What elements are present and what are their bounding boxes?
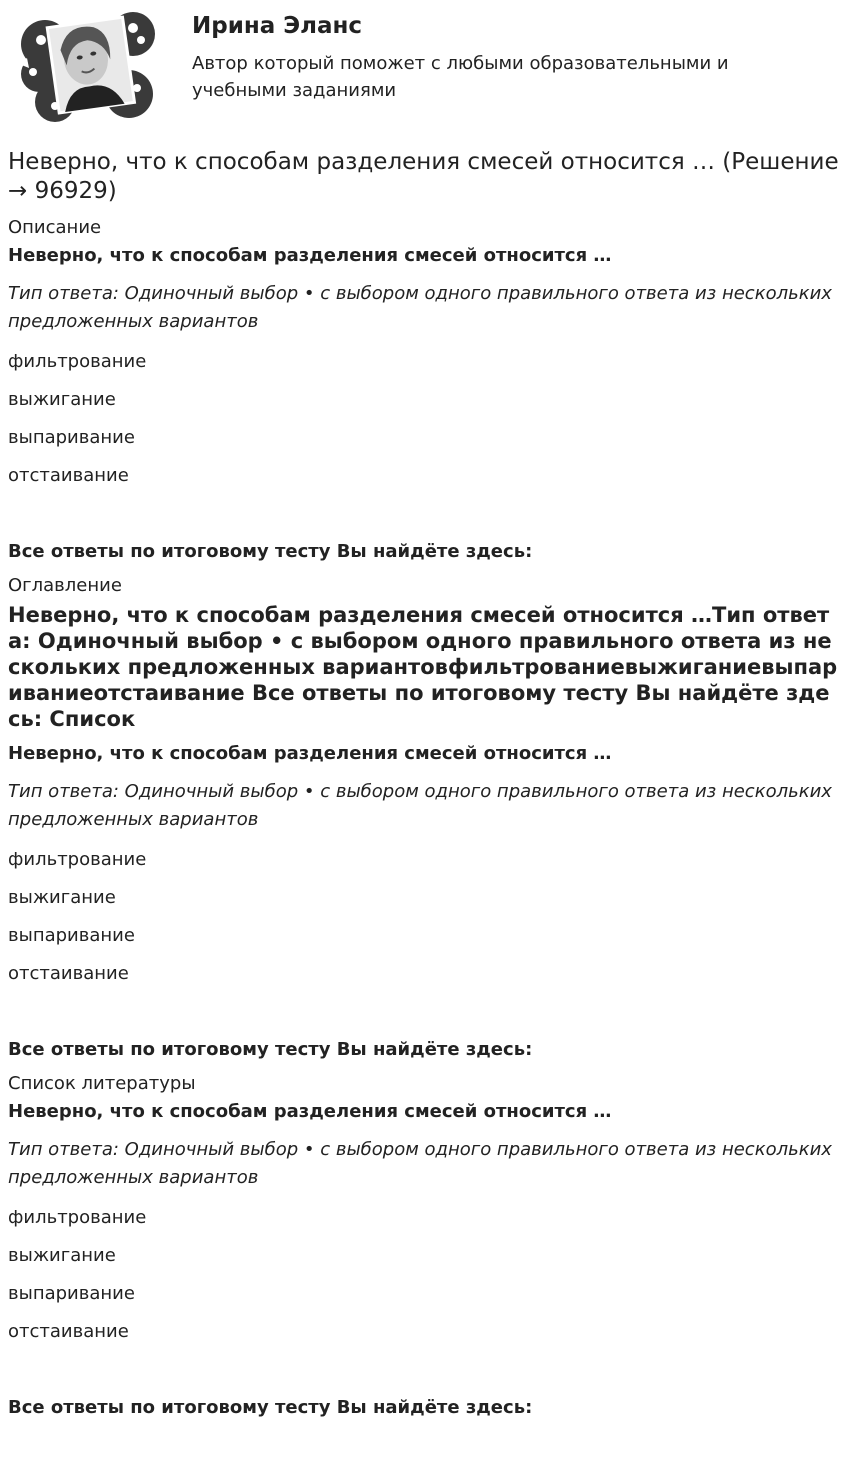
author-name[interactable]: Ирина Эланс xyxy=(192,13,363,39)
question-type: Тип ответа: Одиночный выбор • с выбором одного правильного ответа из нескольких предложенных вариантов xyxy=(8,283,832,332)
description-section xyxy=(8,216,839,564)
author-avatar[interactable] xyxy=(15,6,159,126)
answer-option: фильтрование xyxy=(8,849,147,870)
question-type: Тип ответа: Одиночный выбор • с выбором одного правильного ответа из нескольких предложенных вариантов xyxy=(8,1139,832,1188)
author-header xyxy=(8,0,839,128)
toc-label: Оглавление xyxy=(8,575,122,596)
all-answers-note: Все ответы по итоговому тесту Вы найдёте здесь: xyxy=(8,1397,533,1418)
literature-section xyxy=(8,1072,839,1420)
answer-option: фильтрование xyxy=(8,351,147,372)
literature-label: Список литературы xyxy=(8,1073,196,1094)
answer-option: выжигание xyxy=(8,1245,116,1266)
answer-option: выжигание xyxy=(8,887,116,908)
toc-heading: Неверно, что к способам разделения смесей относится …Тип ответа: Одиночный выбор • с выбором одного правильного ответа из нескольких предложенных вариантовфильтрованиевыжиганиевыпариваниеотстаивание Все ответы по итоговому тесту Вы найдёте здесь: Список xyxy=(8,603,838,731)
answer-option: фильтрование xyxy=(8,1207,147,1228)
answer-option: выпаривание xyxy=(8,1283,135,1304)
all-answers-note: Все ответы по итоговому тесту Вы найдёте здесь: xyxy=(8,541,533,562)
toc-section xyxy=(8,574,839,1062)
answer-option: отстаивание xyxy=(8,963,129,984)
page-title: Неверно, что к способам разделения смесей относится … (Решение → 96929) xyxy=(8,149,839,204)
question-text: Неверно, что к способам разделения смесей относится … xyxy=(8,1101,612,1122)
answer-option: отстаивание xyxy=(8,465,129,486)
author-description: Автор который поможет с любыми образовательными и учебными заданиями xyxy=(192,53,729,101)
author-info xyxy=(192,12,809,104)
answer-option: выпаривание xyxy=(8,427,135,448)
answer-option: отстаивание xyxy=(8,1321,129,1342)
answer-option: выжигание xyxy=(8,389,116,410)
question-text: Неверно, что к способам разделения смесей относится … xyxy=(8,743,612,764)
all-answers-note: Все ответы по итоговому тесту Вы найдёте здесь: xyxy=(8,1039,533,1060)
answer-option: выпаривание xyxy=(8,925,135,946)
description-label: Описание xyxy=(8,217,102,238)
question-text: Неверно, что к способам разделения смесей относится … xyxy=(8,245,612,266)
question-type: Тип ответа: Одиночный выбор • с выбором одного правильного ответа из нескольких предложенных вариантов xyxy=(8,781,832,830)
